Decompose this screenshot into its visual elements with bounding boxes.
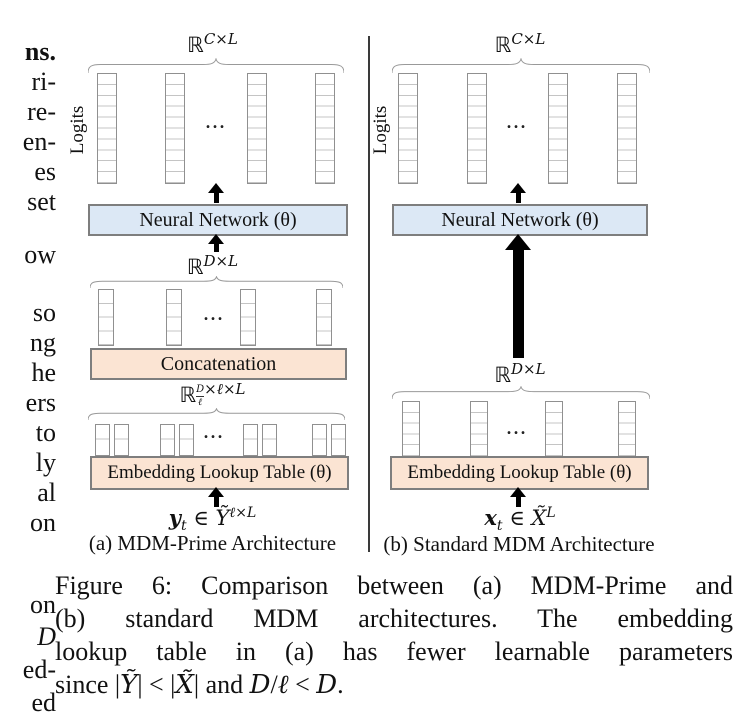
neural-network-box: Neural Network (θ) xyxy=(392,204,648,236)
embedding-vector xyxy=(316,289,332,346)
logit-vector xyxy=(247,73,267,184)
ellipsis: ... xyxy=(506,414,527,440)
embedding-vector xyxy=(166,289,182,346)
reals-symbol: ℝ xyxy=(186,255,204,279)
logit-vector xyxy=(548,73,568,184)
left-column-fragment: on xyxy=(30,590,56,619)
caption-line: (b) standard MDM architectures. The embedding xyxy=(55,604,733,633)
dimension-superscript: D×L xyxy=(511,360,546,378)
left-column-fragment: set xyxy=(27,187,56,216)
left-column-fragment: on xyxy=(30,508,56,537)
left-column-fragment: ow xyxy=(24,240,56,269)
ellipsis: ... xyxy=(205,108,226,134)
neural-network-box: Neural Network (θ) xyxy=(88,204,348,236)
ellipsis: ... xyxy=(203,300,224,326)
dimension-label-logits-b xyxy=(390,27,650,57)
reals-symbol: ℝ xyxy=(179,383,197,407)
left-column-fragment: es xyxy=(34,157,56,186)
logits-axis-label: Logits xyxy=(370,105,391,155)
embedding-vector xyxy=(545,401,563,457)
dimension-superscript: D×L xyxy=(203,252,239,270)
logit-vector xyxy=(315,73,335,184)
up-arrow-icon xyxy=(510,183,526,203)
logits-axis-label: Logits xyxy=(67,105,88,155)
over-brace-icon xyxy=(392,58,650,73)
left-column-fragment: en- xyxy=(22,127,56,156)
dimension-label-embedding-b xyxy=(390,357,650,387)
input-label-a: $y_t$ ∈ Ỹ$^{\ell\times L}$ xyxy=(168,505,257,535)
embedding-vector xyxy=(98,289,114,346)
sub-token-pair xyxy=(95,424,129,456)
over-brace-icon xyxy=(88,58,344,73)
figure-caption xyxy=(55,569,733,702)
left-column-fragment: to xyxy=(35,418,56,447)
embedding-lookup-box: Embedding Lookup Table (θ) xyxy=(390,456,649,490)
dimension-superscript: C×L xyxy=(203,30,238,48)
concatenation-box: Concatenation xyxy=(90,348,347,380)
embedding-vector xyxy=(618,401,636,457)
left-column-text xyxy=(0,0,58,728)
embedding-vector xyxy=(402,401,420,457)
over-brace-icon xyxy=(90,276,343,288)
logit-vector xyxy=(398,73,418,184)
logit-vector xyxy=(617,73,637,184)
left-column-fragment: ri- xyxy=(31,67,56,96)
left-column-fragment: ng xyxy=(30,328,56,357)
sub-token-pair xyxy=(243,424,277,456)
sub-token-pair xyxy=(160,424,194,456)
caption-line: since |Ỹ| < |X̃| and D/ℓ < D. xyxy=(55,670,344,700)
left-column-fragment: re- xyxy=(27,97,56,126)
reals-symbol: ℝ xyxy=(187,33,204,57)
embedding-vector xyxy=(240,289,256,346)
left-column-fragment: he xyxy=(31,358,56,387)
left-column-fragment: D xyxy=(37,622,56,651)
thick-up-arrow-icon xyxy=(505,234,531,358)
left-column-fragment: so xyxy=(32,298,56,327)
left-column-fragment: ers xyxy=(25,388,56,417)
embedding-lookup-box: Embedding Lookup Table (θ) xyxy=(90,456,349,490)
left-column-fragment: ed xyxy=(31,688,56,717)
over-brace-icon xyxy=(392,386,650,399)
up-arrow-icon xyxy=(208,183,224,203)
panel-a-caption: (a) MDM-Prime Architecture xyxy=(88,531,337,555)
reals-symbol: ℝ xyxy=(494,363,512,387)
ellipsis: ... xyxy=(203,418,224,444)
left-column-fragment: ns. xyxy=(24,37,56,66)
caption-line: Figure 6: Comparison between (a) MDM-Prime and xyxy=(55,571,733,600)
input-label-b: $x_t$ ∈ X̃$^L$ xyxy=(484,505,556,535)
ellipsis: ... xyxy=(506,108,527,134)
dimension-label-embedding-a xyxy=(80,377,345,408)
caption-line: lookup table in (a) has fewer learnable parameters xyxy=(55,637,733,666)
logit-vector xyxy=(165,73,185,184)
left-column-fragment: ly xyxy=(35,448,56,477)
left-column-fragment: al xyxy=(37,478,56,507)
dimension-superscript: C×L xyxy=(511,30,546,48)
dimension-superscript: D ℓ ×ℓ×L xyxy=(196,380,246,408)
panel-b-caption: (b) Standard MDM Architecture xyxy=(383,532,655,556)
dimension-label-logits-a xyxy=(80,27,345,57)
embedding-vector xyxy=(470,401,488,457)
reals-symbol: ℝ xyxy=(494,33,512,57)
up-arrow-icon xyxy=(510,487,526,507)
logit-vector xyxy=(467,73,487,184)
fraction: $\frac{D}{\text{ℓ}}$ xyxy=(196,384,205,408)
logit-vector xyxy=(97,73,117,184)
left-column-fragment: ed- xyxy=(22,655,56,684)
dimension-label-concat-a xyxy=(80,249,345,279)
up-arrow-icon xyxy=(208,487,224,507)
sub-token-pair xyxy=(312,424,346,456)
